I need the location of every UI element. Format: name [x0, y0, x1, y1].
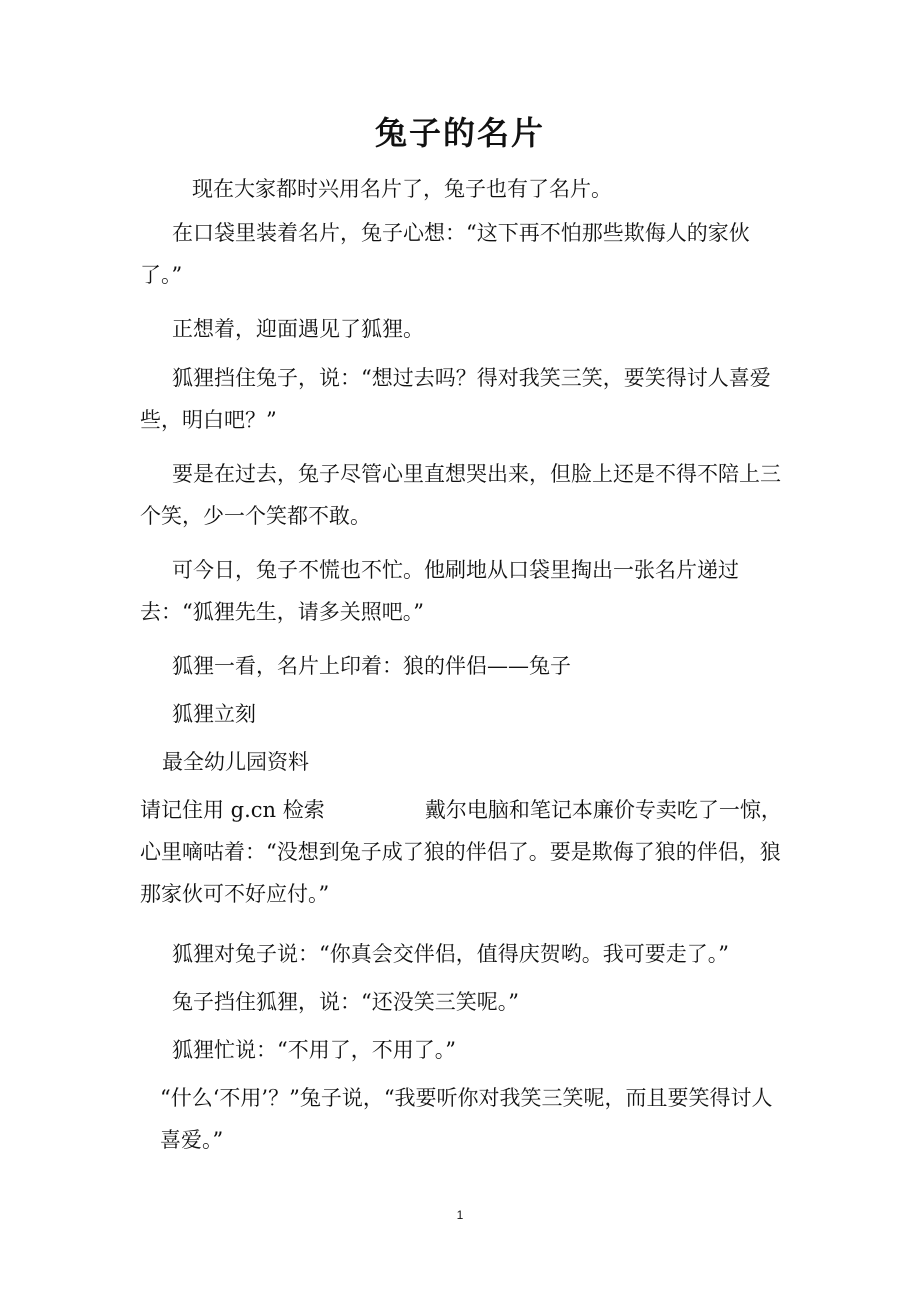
paragraph-3: 正想着，迎面遇见了狐狸。: [172, 317, 424, 341]
paragraph-12: 狐狸忙说：“不用了，不用了。”: [172, 1038, 456, 1062]
paragraph-2: 在口袋里装着名片，兔子心想：“这下再不怕那些欺侮人的家伙了。”: [140, 221, 750, 287]
paragraph-7: 狐狸一看，名片上印着：狼的伴侣——兔子: [172, 654, 571, 678]
paragraph-9: 请记住用 g.cn 检索 戴尔电脑和笔记本廉价专卖吃了一惊，心里嘀咕着：“没想到兔子成了狼的伴侣了。要是欺侮了狼的伴侣，狼那家伙可不好应付。”: [140, 798, 782, 906]
paragraph-6: 可今日，兔子不慌也不忙。他刷地从口袋里掏出一张名片递过去：“狐狸先生，请多关照吧。”: [140, 558, 739, 624]
paragraph-5: 要是在过去，兔子尽管心里直想哭出来，但脸上还是不得不陪上三个笑，少一个笑都不敢。: [140, 462, 781, 528]
paragraph-13: “什么‘不用’？”兔子说，“我要听你对我笑三笑呢，而且要笑得讨人喜爱。”: [160, 1086, 773, 1152]
paragraph-8: 狐狸立刻: [172, 702, 256, 726]
paragraph-10: 狐狸对兔子说：“你真会交伴侣，值得庆贺哟。我可要走了。”: [172, 942, 729, 966]
document-title: 兔子的名片: [374, 114, 545, 152]
paragraph-4: 狐狸挡住兔子，说：“想过去吗？得对我笑三笑，要笑得讨人喜爱些，明白吧？”: [140, 366, 771, 432]
paragraph-1: 现在大家都时兴用名片了，兔子也有了名片。: [192, 177, 612, 201]
paragraph-ad: 最全幼儿园资料: [162, 750, 309, 774]
page-number: 1: [456, 1208, 464, 1222]
paragraph-11: 兔子挡住狐狸，说：“还没笑三笑呢。”: [172, 990, 519, 1014]
